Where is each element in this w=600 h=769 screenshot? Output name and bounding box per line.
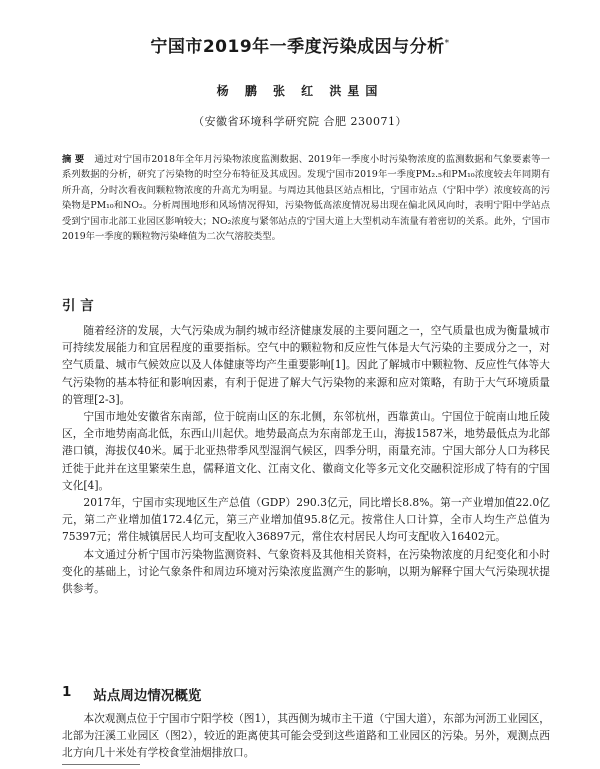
intro-heading: 引 言 [62, 298, 94, 314]
section-1-heading [62, 684, 201, 704]
intro-paragraph-4: 本文通过分析宁国市污染物监测资料、气象资料及其他相关资料，在污染物浓度的月纪变化和小时变化的基础上，讨论气象条件和周边环境对污染浓度监测产生的影响，以期为解释宁国大气污染现状提供参考。 [62, 547, 550, 596]
intro-body [62, 322, 550, 597]
intro-paragraph-3: 2017年，宁国市实现地区生产总值（GDP）290.3亿元，同比增长8.8%。第一产业增加值22.0亿元，第二产业增加值172.4亿元，第三产业增加值95.8亿元。按常住人口计算，全市人均生产总值为75397元；常住城镇居民人均可支配收入36897元，常住农村居民人均可支配收入16402元。 [62, 496, 550, 544]
section-1-title: 站点周边情况概览 [93, 688, 202, 704]
paper-title [0, 32, 600, 57]
abstract [62, 152, 550, 244]
section-1-body [62, 710, 550, 762]
section-1-number: 1 [62, 684, 72, 700]
footnote-rule [62, 764, 140, 765]
title-text: 宁国市2019年一季度污染成因与分析 [150, 37, 445, 57]
intro-paragraph-2: 宁国市地处安徽省东南部，位于皖南山区的东北侧，东邻杭州，西靠黄山。宁国位于皖南山地丘陵区，全市地势南高北低，东西山川起伏。地势最高点为东南部龙王山，海拔1587米，地势最低点为北部港口镇，海拔仅40米。属于北亚热带季风型湿润气候区，四季分明，雨量充沛。宁国大部分人口为移民迁徙于此并在这里繁荣生息，儒释道文化、江南文化、徽商文化等多元文化交融积淀形成了特有的宁国文化[4]。 [62, 410, 550, 492]
section-1-paragraph-1: 本次观测点位于宁国市宁阳学校（图1），其西侧为城市主干道（宁国大道），东部为河沥工业园区，北部为汪溪工业园区（图2），较近的距离使其可能会受到这些道路和工业园区的污染。另外，观测点西北方向几十米处有学校食堂油烟排放口。 [62, 712, 550, 760]
abstract-label: 摘 要 [62, 154, 85, 165]
abstract-text: 通过对宁国市2018年全年月污染物浓度监测数据、2019年一季度小时污染物浓度的监测数据和气象要素等一系列数据的分析，研究了污染物的时空分布特征及其成因。发现宁国市2019年一季度PM₂.₅和PM₁₀浓度较去年同期有所升高，分时次看夜间颗粒物浓度的升高尤为明显。与周边其他县区站点相比，宁国市站点（宁阳中学）浓度较高的污染物是PM₁₀和NO₂。分析周围地形和风场情况得知，污染物低高浓度情况易出现在偏北风风向时，表明宁阳中学站点受到宁国市北部工业园区影响较大；NO₂浓度与紧邻站点的宁国大道上大型机动车流量有着密切的关系。此外，宁国市2019年一季度的颗粒物污染峰值为二次气溶胶类型。 [62, 154, 550, 243]
intro-paragraph-1: 随着经济的发展，大气污染成为制约城市经济健康发展的主要问题之一，空气质量也成为衡量城市可持续发展能力和宜居程度的重要指标。空气中的颗粒物和反应性气体是大气污染的主要成分之一，对空气质量、城市气候效应以及人体健康等均产生重要影响[1]。因此了解城市中颗粒物、反应性气体等大气污染物的基本特征和影响因素，有利于促进了解大气污染物的来源和应对策略，有助于大气环境质量的管理[2-3]。 [62, 324, 550, 406]
title-footnote-mark: * [444, 38, 450, 49]
affiliation: （安徽省环境科学研究院 合肥 230071） [193, 115, 407, 128]
authors: 杨 鹏 张 红 洪星国 [216, 84, 384, 98]
